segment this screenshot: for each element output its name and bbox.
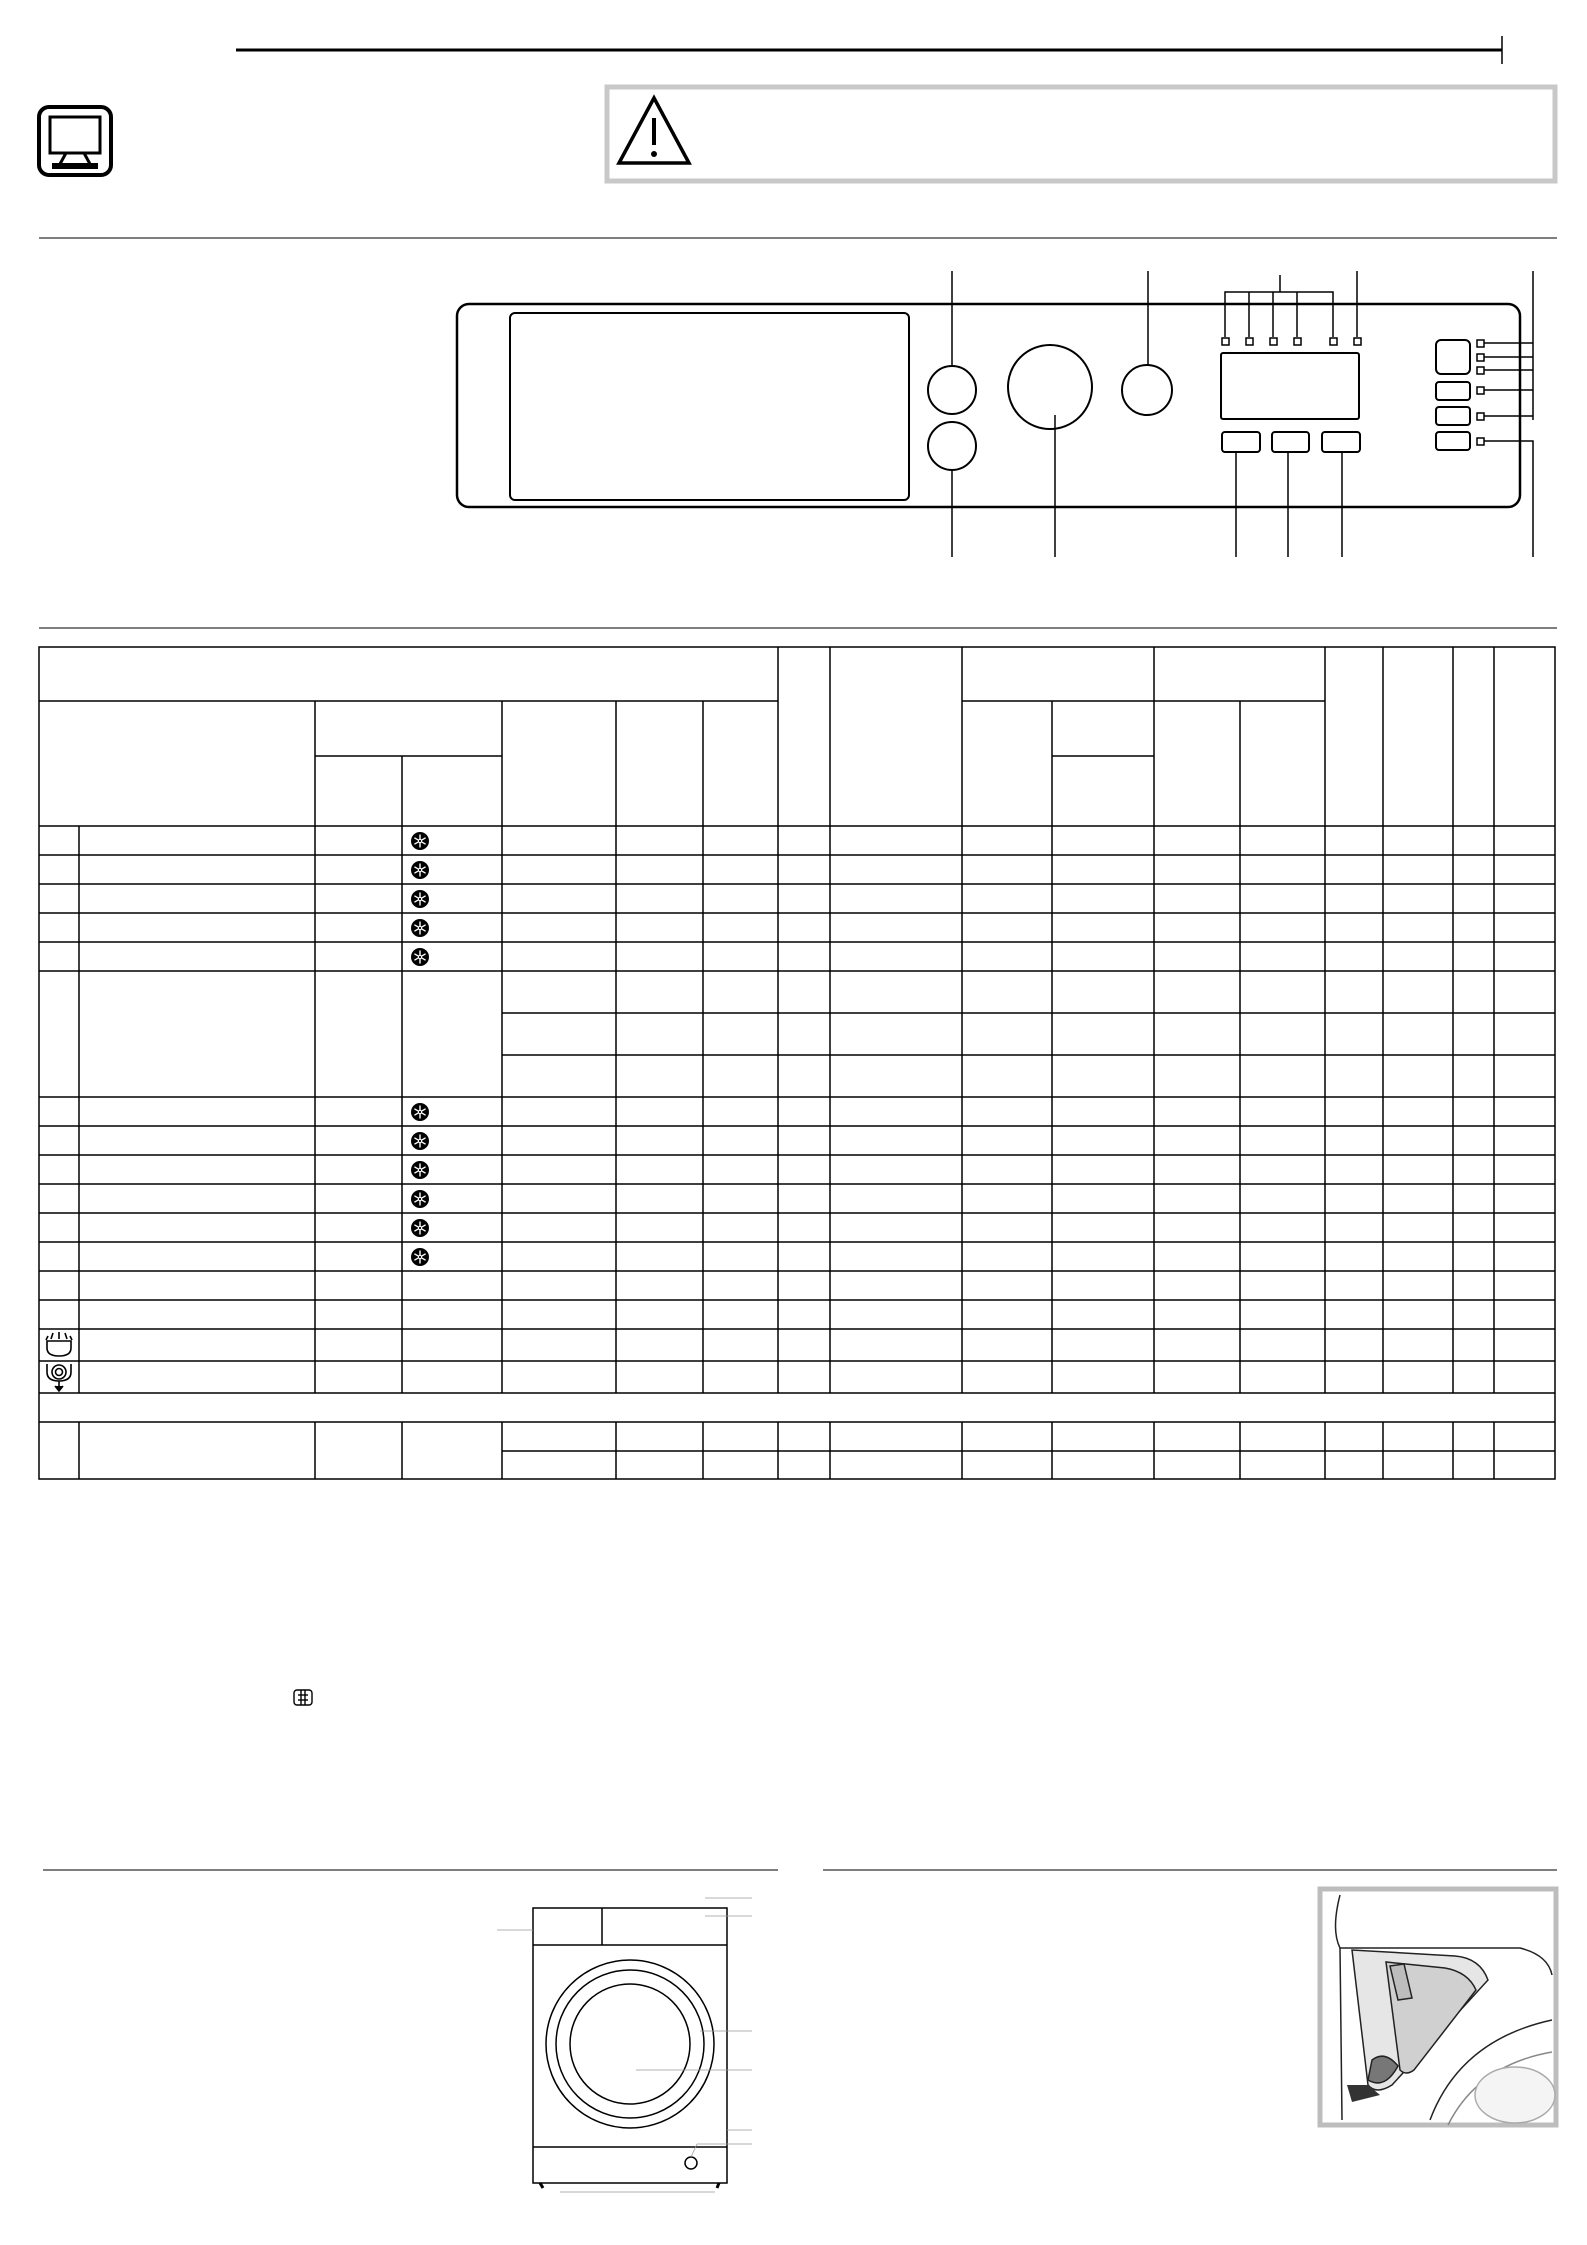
snowflake-icon — [411, 861, 429, 879]
warning-box — [607, 87, 1555, 181]
snowflake-icon — [411, 1103, 429, 1121]
snowflake-icon — [411, 832, 429, 850]
program-table — [39, 647, 1555, 1479]
snowflake-icon — [411, 1219, 429, 1237]
monitor-icon — [39, 107, 111, 175]
snowflake-icon — [411, 1161, 429, 1179]
snowflake-icon — [411, 1248, 429, 1266]
snowflake-icon — [411, 1190, 429, 1208]
snowflake-icon — [411, 1132, 429, 1150]
snowflake-icon — [411, 948, 429, 966]
top-rule — [236, 36, 1502, 64]
washing-machine-front-icon — [497, 1898, 752, 2192]
detergent-drawer-icon — [1320, 1889, 1556, 2125]
spin-drain-icon — [47, 1364, 71, 1391]
control-panel-diagram — [457, 271, 1533, 557]
button-icon — [294, 1690, 312, 1705]
snowflake-icons — [411, 832, 429, 1266]
rinse-icon — [46, 1332, 72, 1356]
warning-triangle-icon — [619, 98, 689, 163]
snowflake-icon — [411, 919, 429, 937]
snowflake-icon — [411, 890, 429, 908]
